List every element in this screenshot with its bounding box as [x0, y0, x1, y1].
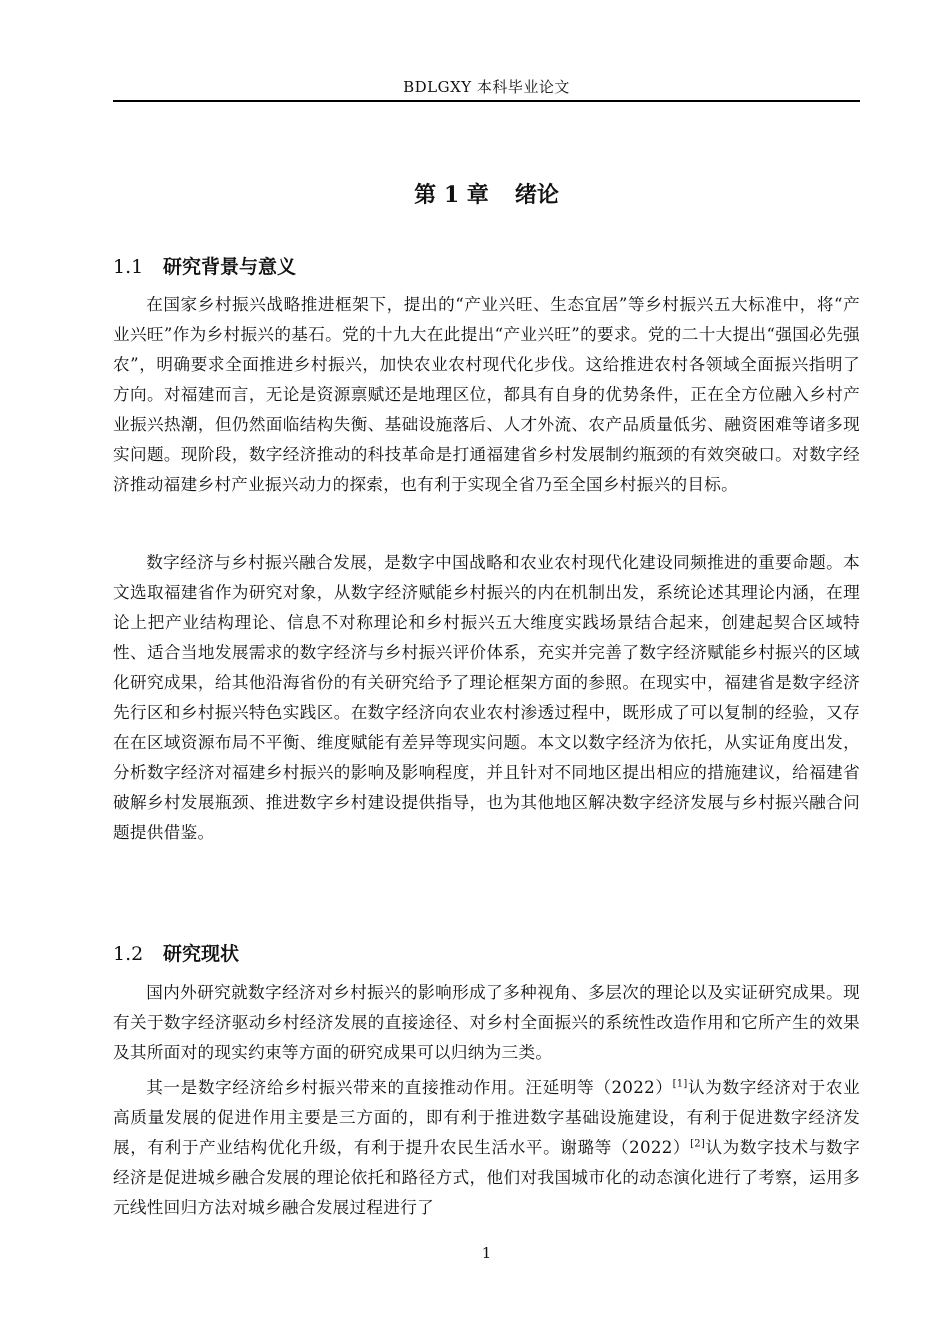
citation-ref[interactable]: [1]	[672, 1078, 688, 1090]
chapter-title	[113, 178, 860, 209]
paragraph-text: 认为数字经济对于农业高质量发展的促进作用主要是三方面的，即有利于推进数字基础设施建设，有利于促进数字经济发展，有利于产业结构优化升级，有利于提升农民生活水平。谢璐等（2022）	[113, 1078, 860, 1157]
section-heading-1-1	[113, 252, 296, 279]
page-header: BDLGXY 本科毕业论文	[403, 78, 570, 96]
section-heading-1-2	[113, 939, 239, 966]
citation-ref[interactable]: [2]	[690, 1138, 706, 1150]
section-number: 1.1	[113, 256, 144, 278]
chapter-number: 第 1 章	[414, 182, 489, 208]
section-title: 研究现状	[163, 943, 240, 965]
section-number: 1.2	[113, 943, 144, 965]
paragraph-text: 其一是数字经济给乡村振兴带来的直接推动作用。汪延明等（2022）	[146, 1078, 673, 1097]
section-title: 研究背景与意义	[163, 256, 297, 278]
paragraph-status-2	[113, 1073, 860, 1223]
paragraph-text: 认为数字技术与数字经济是促进城乡融合发展的理论依托和路径方式，他们对我国城市化的动态演化进行了考察，运用多元线性回归方法对城乡融合发展过程进行了	[113, 1138, 860, 1217]
chapter-name: 绪论	[514, 182, 559, 208]
header-rule	[113, 100, 860, 102]
page-number: 1	[481, 1244, 492, 1262]
paragraph-background-1: 在国家乡村振兴战略推进框架下，提出的“产业兴旺、生态宜居”等乡村振兴五大标准中，将“产业兴旺”作为乡村振兴的基石。党的十九大在此提出“产业兴旺”的要求。党的二十大提出“强国必先强农”，明确要求全面推进乡村振兴，加快农业农村现代化步伐。这给推进农村各领域全面振兴指明了方向。对福建而言，无论是资源禀赋还是地理区位，都具有自身的优势条件，正在全方位融入乡村产业振兴热潮，但仍然面临结构失衡、基础设施落后、人才外流、农产品质量低劣、融资困难等诸多现实问题。现阶段，数字经济推动的科技革命是打通福建省乡村发展制约瓶颈的有效突破口。对数字经济推动福建乡村产业振兴动力的探索，也有利于实现全省乃至全国乡村振兴的目标。	[113, 295, 860, 494]
paragraph-status-1: 国内外研究就数字经济对乡村振兴的影响形成了多种视角、多层次的理论以及实证研究成果。现有关于数字经济驱动乡村经济发展的直接途径、对乡村全面振兴的系统性改造作用和它所产生的效果及其所面对的现实约束等方面的研究成果可以归纳为三类。	[113, 983, 860, 1062]
paragraph-background-2: 数字经济与乡村振兴融合发展，是数字中国战略和农业农村现代化建设同频推进的重要命题。本文选取福建省作为研究对象，从数字经济赋能乡村振兴的内在机制出发，系统论述其理论内涵，在理论上把产业结构理论、信息不对称理论和乡村振兴五大维度实践场景结合起来，创建起契合区域特性、适合当地发展需求的数字经济与乡村振兴评价体系，充实并完善了数字经济赋能乡村振兴的区域化研究成果，给其他沿海省份的有关研究给予了理论框架方面的参照。在现实中，福建省是数字经济先行区和乡村振兴特色实践区。在数字经济向农业农村渗透过程中，既形成了可以复制的经验，又存在在区域资源布局不平衡、维度赋能有差异等现实问题。本文以数字经济为依托，从实证角度出发，分析数字经济对福建乡村振兴的影响及影响程度，并且针对不同地区提出相应的措施建议，给福建省破解乡村发展瓶颈、推进数字乡村建设提供指导，也为其他地区解决数字经济发展与乡村振兴融合问题提供借鉴。	[113, 553, 860, 842]
